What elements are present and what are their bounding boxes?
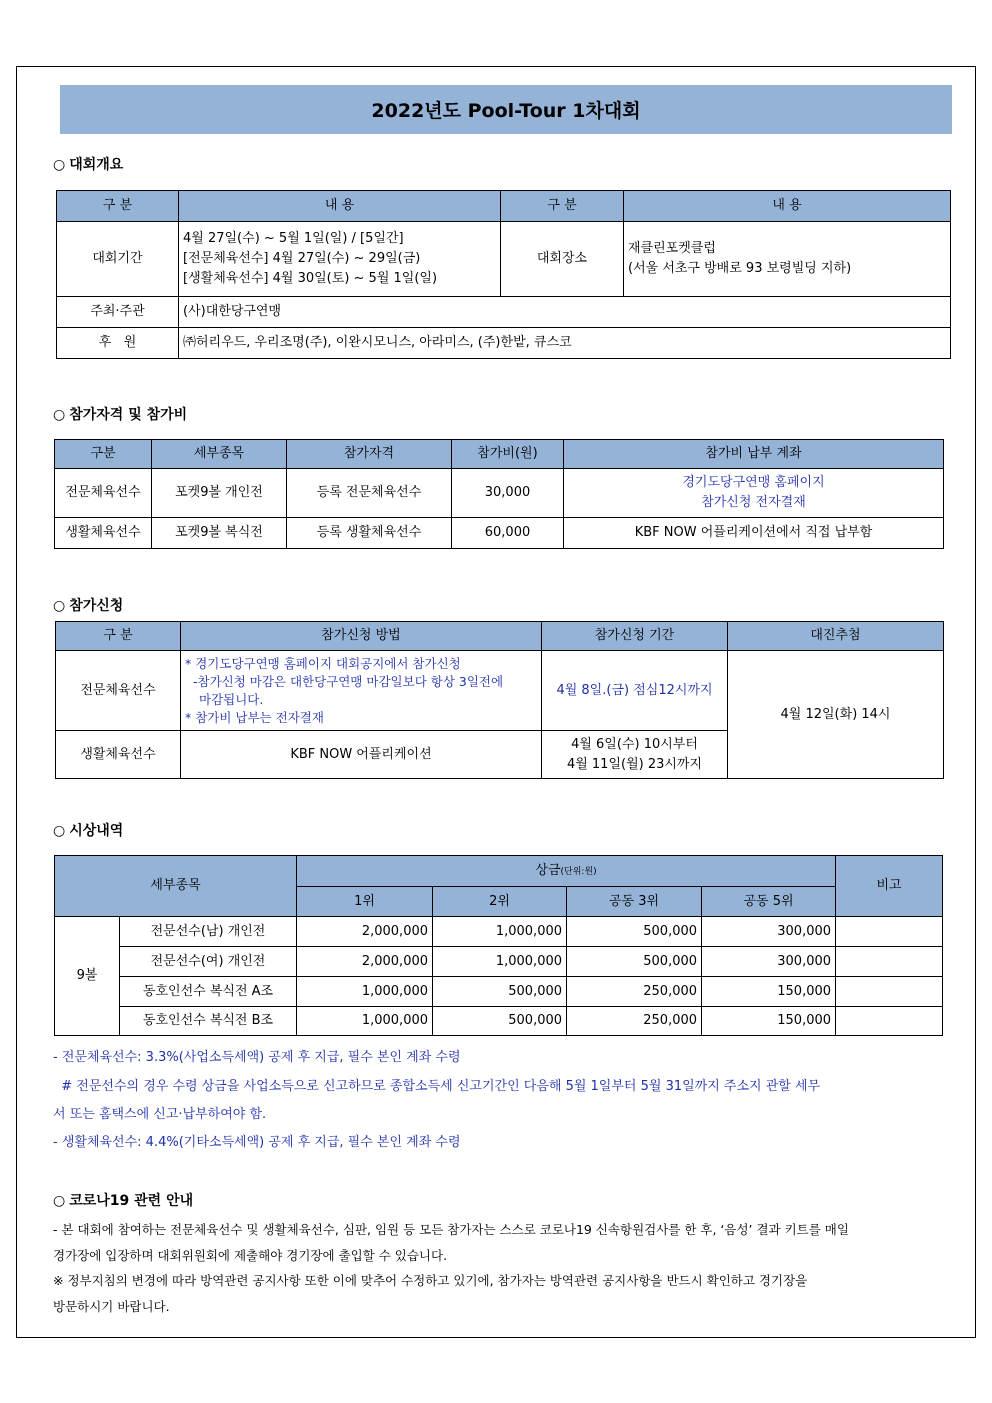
period-value	[179, 222, 501, 297]
table-cell: 250,000	[567, 977, 702, 1007]
prize-table	[54, 855, 943, 1036]
table-header: 참가비(원)	[452, 440, 564, 469]
table-header: 구분	[55, 440, 152, 469]
document-title	[60, 85, 952, 134]
covid-line: 방문하시기 바랍니다.	[53, 1299, 170, 1314]
period-line: 4월 6일(수) 10시부터	[571, 736, 698, 752]
table-header: 참가자격	[287, 440, 452, 469]
table-cell: 1,000,000	[297, 977, 433, 1007]
table-row	[55, 518, 944, 549]
table-cell: 2,000,000	[297, 947, 433, 977]
pay-line: 경기도당구연맹 홈페이지	[682, 475, 825, 490]
section-heading-text: 대회개요	[69, 157, 124, 173]
host-value: (사)대한당구연맹	[179, 297, 951, 328]
table-header: 참가신청 기간	[542, 622, 728, 651]
eligibility-table	[54, 439, 944, 549]
period-line: [전문체육선수] 4월 27일(수) ~ 29일(금)	[183, 251, 421, 266]
table-cell: 전문체육선수	[55, 469, 152, 518]
section-heading-text: 참가자격 및 참가비	[69, 407, 188, 423]
pay-line: 참가신청 전자결재	[701, 495, 806, 510]
period-line: 4월 27일(수) ~ 5월 1일(일) / [5일간]	[183, 231, 404, 246]
pro-method	[181, 651, 542, 731]
table-header: 참가신청 방법	[181, 622, 542, 651]
table-header: 내 용	[624, 191, 951, 222]
table-header: 대진추첨	[728, 622, 944, 651]
table-cell: 300,000	[702, 917, 836, 947]
table-cell: 30,000	[452, 469, 564, 518]
table-header: 구 분	[56, 622, 181, 651]
venue-label: 대회장소	[501, 222, 624, 297]
table-cell: 전문선수(남) 개인전	[120, 917, 297, 947]
table-header: 공동 3위	[567, 887, 702, 917]
table-cell	[564, 469, 944, 518]
venue-line: 재클린포켓클럽	[628, 241, 716, 256]
table-row	[55, 977, 943, 1007]
section-heading-overview: ○ 대회개요	[53, 157, 124, 173]
table-header: 비고	[836, 856, 943, 917]
prize-note: # 전문선수의 경우 수령 상금을 사업소득으로 신고하므로 종합소득세 신고기간인 다음해 5월 1일부터 5월 31일까지 주소지 관할 세무	[53, 1079, 821, 1094]
table-cell: 1,000,000	[297, 1007, 433, 1036]
table-header: 내 용	[179, 191, 501, 222]
table-cell: 포켓9볼 개인전	[152, 469, 287, 518]
prize-label: 상금	[535, 862, 561, 878]
table-header: 세부종목	[55, 856, 297, 917]
period-line: [생활체육선수] 4월 30일(토) ~ 5월 1일(일)	[183, 271, 438, 286]
table-cell: 1,000,000	[433, 947, 567, 977]
overview-table	[56, 190, 951, 359]
table-cell: 생활체육선수	[56, 731, 181, 779]
table-cell: 4월 8일.(금) 점심12시까지	[542, 651, 728, 731]
period-label: 대회기간	[57, 222, 179, 297]
venue-line: (서울 서초구 방배로 93 보령빌딩 지하)	[628, 261, 852, 276]
table-cell: 전문체육선수	[56, 651, 181, 731]
covid-line: ※ 정부지침의 변경에 따라 방역관련 공지사항 또한 이에 맞추어 수정하고 있기에, 참가자는 방역관련 공지사항을 반드시 확인하고 경기장을	[53, 1273, 808, 1288]
table-cell: 동호인선수 복식전 B조	[120, 1007, 297, 1036]
covid-line: 경가장에 입장하며 대회위원회에 제출해야 경기장에 출입할 수 있습니다.	[53, 1248, 448, 1263]
table-cell: 전문선수(여) 개인전	[120, 947, 297, 977]
table-cell	[836, 917, 943, 947]
section-heading-text: 코로나19 관련 안내	[69, 1193, 194, 1209]
method-line: 마감됩니다.	[199, 691, 264, 707]
prize-note: - 생활체육선수: 4.4%(기타소득세액) 공제 후 지급, 필수 본인 계좌 수령	[53, 1135, 461, 1150]
table-row	[55, 1007, 943, 1036]
table-cell: 500,000	[433, 977, 567, 1007]
section-heading-eligibility: ○ 참가자격 및 참가비	[53, 407, 188, 423]
table-row	[55, 917, 943, 947]
table-header: 1위	[297, 887, 433, 917]
sponsor-label: 후 원	[57, 328, 179, 359]
table-cell: 500,000	[433, 1007, 567, 1036]
draw-date: 4월 12일(화) 14시	[728, 651, 944, 779]
method-line: * 참가비 납부는 전자결재	[185, 709, 324, 725]
table-header	[297, 856, 836, 887]
table-header: 공동 5위	[702, 887, 836, 917]
sponsor-value: ㈜허리우드, 우리조명(주), 이완시모니스, 아라미스, (주)한밭, 큐스코	[179, 328, 951, 359]
prize-unit: (단위:원)	[560, 866, 597, 877]
table-cell	[836, 1007, 943, 1036]
table-cell: 150,000	[702, 977, 836, 1007]
table-cell: 500,000	[567, 947, 702, 977]
table-header: 세부종목	[152, 440, 287, 469]
table-cell	[542, 731, 728, 779]
table-cell: 등록 생활체육선수	[287, 518, 452, 549]
application-table	[55, 621, 944, 779]
period-line: 4월 11일(월) 23시까지	[566, 756, 703, 772]
table-header: 참가비 납부 계좌	[564, 440, 944, 469]
table-cell: 250,000	[567, 1007, 702, 1036]
table-header: 구 분	[501, 191, 624, 222]
prize-note: - 전문체육선수: 3.3%(사업소득세액) 공제 후 지급, 필수 본인 계좌 수령	[53, 1050, 461, 1065]
method-line: * 경기도당구연맹 홈페이지 대회공지에서 참가신청	[185, 655, 461, 671]
group-cell: 9볼	[55, 917, 120, 1036]
host-label: 주최·주관	[57, 297, 179, 328]
table-header: 구 분	[57, 191, 179, 222]
table-row	[55, 947, 943, 977]
table-cell: KBF NOW 어플리케이션에서 직접 납부함	[564, 518, 944, 549]
title-text: 2022년도 Pool-Tour 1차대회	[371, 100, 641, 122]
table-cell: 포켓9볼 복식전	[152, 518, 287, 549]
table-cell: 생활체육선수	[55, 518, 152, 549]
section-heading-application: ○ 참가신청	[53, 598, 124, 614]
table-cell: 동호인선수 복식전 A조	[120, 977, 297, 1007]
method-line: -참가신청 마감은 대한당구연맹 마감일보다 항상 3일전에	[193, 673, 504, 689]
table-cell: 2,000,000	[297, 917, 433, 947]
venue-value	[624, 222, 951, 297]
table-row	[55, 469, 944, 518]
table-cell: 60,000	[452, 518, 564, 549]
section-heading-covid: ○ 코로나19 관련 안내	[53, 1193, 194, 1209]
table-cell: KBF NOW 어플리케이션	[181, 731, 542, 779]
section-heading-text: 참가신청	[69, 598, 124, 614]
table-cell	[836, 947, 943, 977]
table-cell	[836, 977, 943, 1007]
table-cell: 등록 전문체육선수	[287, 469, 452, 518]
table-cell: 1,000,000	[433, 917, 567, 947]
section-heading-text: 시상내역	[69, 823, 124, 839]
section-heading-prizes: ○ 시상내역	[53, 823, 124, 839]
table-header: 2위	[433, 887, 567, 917]
covid-line: - 본 대회에 참여하는 전문체육선수 및 생활체육선수, 심판, 임원 등 모든 참가자는 스스로 코로나19 신속항원검사를 한 후, ‘음성’ 결과 키트를 매일	[53, 1222, 849, 1237]
table-cell: 500,000	[567, 917, 702, 947]
table-cell: 300,000	[702, 947, 836, 977]
prize-note: 서 또는 홈택스에 신고·납부하여야 함.	[53, 1107, 267, 1122]
table-cell: 150,000	[702, 1007, 836, 1036]
